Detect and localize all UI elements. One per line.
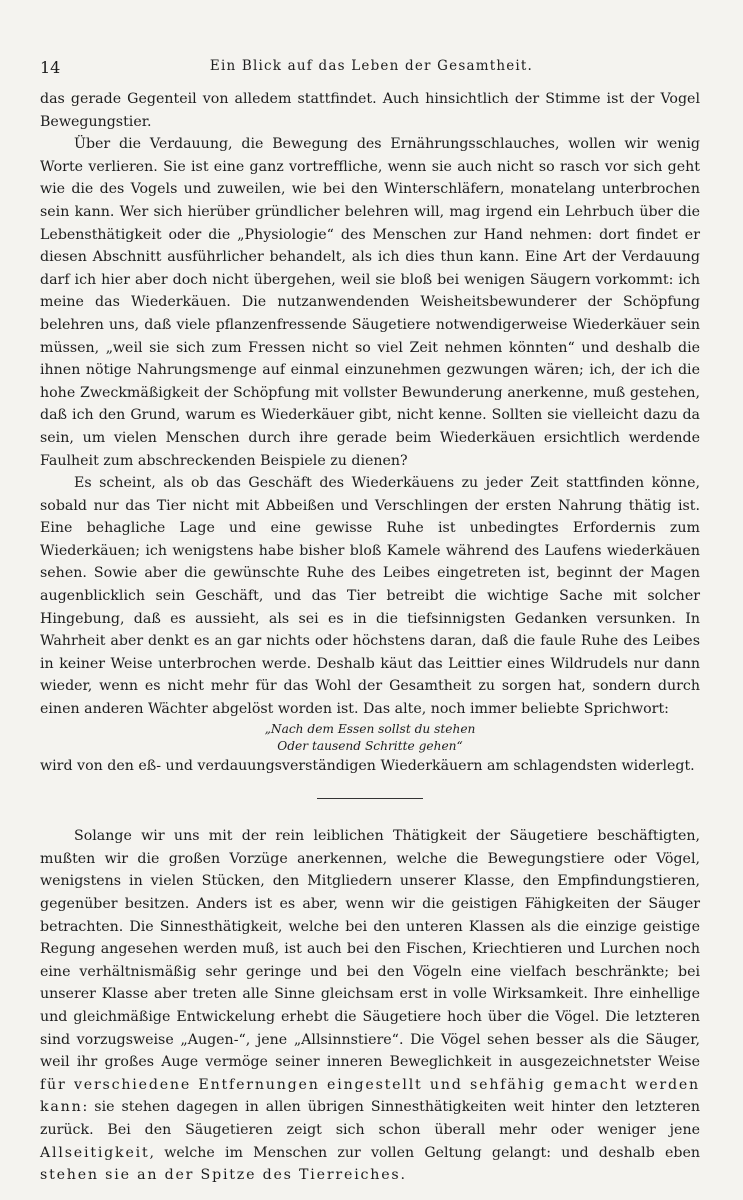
page-body xyxy=(40,88,700,1187)
paragraph-text: . xyxy=(400,1167,406,1184)
page-header xyxy=(40,58,703,80)
paragraph-text: Solange wir uns mit der rein leiblichen Thätigkeit der Säugetiere beschäftigten, mußten wir die großen Vorzüge anerkennen, welche die Bewegungstiere oder Vögel, wenigstens in vielen Stücken, den Mitgliedern unserer Klasse, den Empfindungstieren, gegenüber besitzen. Anders ist es aber, wenn wir die geistigen Fähigkeiten der Säuger betrachten. Die Sinnesthätigkeit, welche bei den unteren Klassen als die einzige geistige Regung angesehen werden muß, ist auch bei den Fischen, Kriechtieren und Lurchen noch eine verhältnismäßig sehr geringe und bei den Vögeln eine vielfach beschränkte; bei unserer Klasse aber treten alle Sinne gleichsam erst in volle Wirksamkeit. Ihre einhellige und gleichmäßige Entwickelung erhebt die Säugetiere hoch über die Vögel. Die letzteren sind vorzugsweise „Augen-“, jene „Allsinnstiere“. Die Vögel sehen besser als die Säuger, weil ihr großes Auge vermöge seiner inneren Beweglichkeit in ausgezeichnetster Weise xyxy=(40,828,700,1071)
paragraph: Es scheint, als ob das Geschäft des Wiederkäuens zu jeder Zeit stattfinden könne, sobald nur das Tier nicht mit Abbeißen und Verschlingen der ersten Nahrung thätig ist. Eine behagliche Lage und eine gewisse Ruhe ist unbedingtes Erfordernis zum Wiederkäuen; ich wenigstens habe bisher bloß Kamele während des Laufens wiederkäuen sehen. Sowie aber die gewünschte Ruhe des Leibes eingetreten ist, beginnt der Magen augenblicklich sein Geschäft, und das Tier betreibt die wichtige Sache mit solcher Hingebung, daß es aussieht, als sei es in die tiefsinnigsten Gedanken versunken. In Wahrheit aber denkt es an gar nichts oder höchstens daran, daß die faule Ruhe des Leibes in keiner Weise unterbrochen werde. Deshalb käut das Leittier eines Wildrudels nur dann wieder, wenn es nicht mehr für das Wohl der Gesamtheit zu sorgen hat, sondern durch einen anderen Wächter abgelöst worden ist. Das alte, noch immer beliebte Sprichwort: xyxy=(40,475,700,718)
paragraph xyxy=(40,825,700,1187)
proverb-quote xyxy=(40,721,700,755)
emphasized-text: Allseitigkeit xyxy=(40,1144,150,1161)
quote-line: Oder tausend Schritte gehen“ xyxy=(277,738,463,753)
section-divider xyxy=(317,798,423,799)
running-title: Ein Blick auf das Leben der Gesamtheit. xyxy=(209,58,534,74)
emphasized-text: für verschiedene Entfernungen eingestellt und sehfähig gemacht werden kann xyxy=(40,1076,700,1116)
quote-line: „Nach dem Essen sollst du stehen xyxy=(264,721,476,736)
paragraph: das gerade Gegenteil von alledem stattfindet. Auch hinsichtlich der Stimme ist der Vogel Bewegungstier. xyxy=(40,91,700,130)
paragraph-text: : sie stehen dagegen in allen übrigen Sinnesthätigkeiten weit hinter den letzteren zurück. Bei den Säugetieren zeigt sich schon überall mehr oder weniger jene xyxy=(40,1099,700,1138)
paragraph-text: , welche im Menschen zur vollen Geltung gelangt: und deshalb eben xyxy=(149,1144,700,1161)
paragraph: wird von den eß- und verdauungsverständigen Wiederkäuern am schlagendsten widerlegt. xyxy=(40,757,695,774)
page-number: 14 xyxy=(40,58,61,77)
emphasized-text: stehen sie an der Spitze des Tierreiches xyxy=(40,1167,401,1184)
paragraph: Über die Verdauung, die Bewegung des Ernährungsschlauches, wollen wir wenig Worte verlieren. Sie ist eine ganz vortreffliche, wenn sie auch nicht so rasch vor sich geht wie die des Vogels und zuweilen, wie bei den Winterschläfern, monatelang unterbrochen sein kann. Wer sich hierüber gründlicher belehren will, mag irgend ein Lehrbuch über die Lebensthätigkeit oder die „Physiologie“ des Menschen zur Hand nehmen: dort findet er diesen Abschnitt ausführlicher behandelt, als ich dies thun kann. Eine Art der Verdauung darf ich hier aber doch nicht übergehen, weil sie bloß bei wenigen Säugern vorkommt: ich meine das Wiederkäuen. Die nutzanwendenden Weisheitsbewunderer der Schöpfung belehren uns, daß viele pflanzenfressende Säugetiere notwendigerweise Wiederkäuer sein müssen, „weil sie sich zum Fressen nicht so viel Zeit nehmen könnten“ und deshalb die ihnen nötige Nahrungsmenge auf einmal einzunehmen gezwungen wären; ich, der ich die hohe Zweckmäßigkeit der Schöpfung mit vollster Bewunderung anerkenne, muß gestehen, daß ich den Grund, warum es Wiederkäuer gibt, nicht kenne. Sollten sie vielleicht dazu da sein, um vielen Menschen durch ihre gerade beim Wiederkäuen ersichtlich werdende Faulheit zum abschreckenden Beispiele zu dienen? xyxy=(40,136,700,469)
